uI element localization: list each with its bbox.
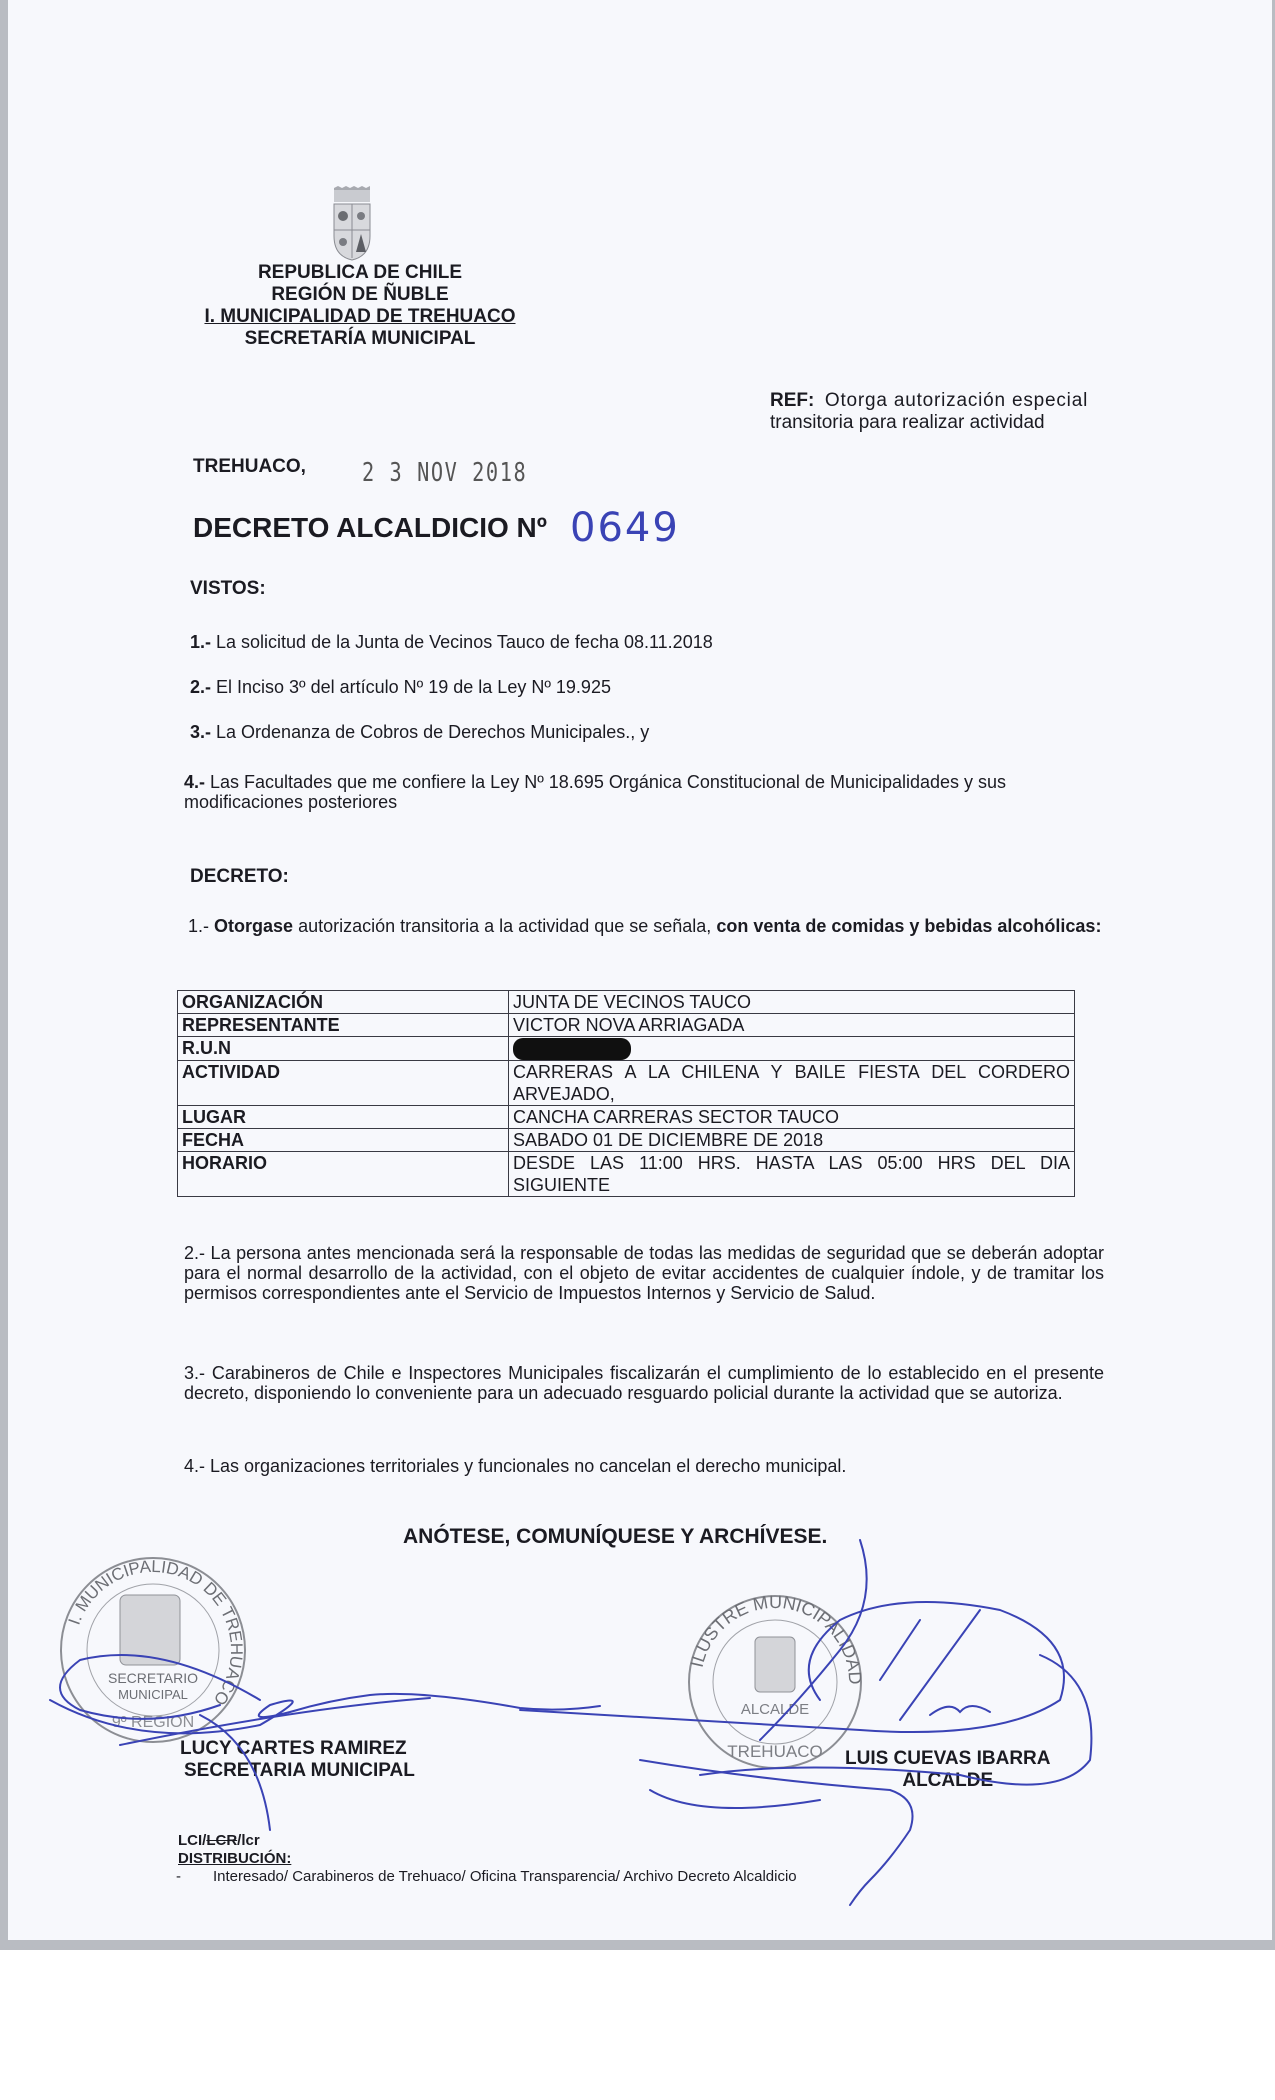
letterhead-department: SECRETARÍA MUNICIPAL <box>244 328 476 349</box>
table-key: REPRESENTANTE <box>178 1014 509 1037</box>
distribution-label: DISTRIBUCIÓN: <box>178 1850 292 1867</box>
vistos-item-text: Las Facultades que me confiere la Ley Nº 18.695 Orgánica Constitucional de Municipalidades y sus modificaciones posteriores <box>184 772 1007 812</box>
table-key: R.U.N <box>178 1037 509 1061</box>
decreto-item-2: 2.- La persona antes mencionada será la responsable de todas las medidas de seguridad que se deberán adoptar para el normal desarrollo de la actividad, con el objeto de evitar accidentes de cualquier índole, y de tramitar los permisos correspondientes ante el Servicio de Impuestos Internos y Servicio de Salud. <box>184 1243 1104 1303</box>
reference-block <box>770 390 1088 434</box>
vistos-item-text: La Ordenanza de Cobros de Derechos Municipales., y <box>211 722 650 742</box>
table-row <box>178 1129 1075 1152</box>
mayor-role: ALCALDE <box>902 1770 994 1791</box>
decreto-item-4: 4.- Las organizaciones territoriales y funcionales no cancelan el derecho municipal. <box>184 1456 847 1476</box>
vistos-item-4 <box>184 772 1104 812</box>
table-key: ACTIVIDAD <box>178 1061 509 1106</box>
table-row <box>178 1152 1075 1197</box>
stamp-center-text: ALCALDE <box>740 1701 810 1718</box>
initials-part: /lcr <box>237 1832 260 1849</box>
vistos-item-3 <box>190 722 649 743</box>
mayor-stamp <box>685 1592 865 1772</box>
table-row <box>178 1106 1075 1129</box>
redaction-mark <box>513 1038 631 1060</box>
table-value: VICTOR NOVA ARRIAGADA <box>509 1014 1075 1037</box>
municipal-crest-logo <box>330 186 374 262</box>
decreto-item-bold-tail: con venta de comidas y bebidas alcohólicas: <box>716 916 1102 936</box>
table-row <box>178 991 1075 1014</box>
vistos-item-text: El Inciso 3º del artículo Nº 19 de la Ley Nº 19.925 <box>211 677 611 697</box>
stamp-bottom-text: TREHUACO <box>727 1742 823 1761</box>
table-value: CARRERAS A LA CHILENA Y BAILE FIESTA DEL CORDERO ARVEJADO, <box>509 1061 1075 1106</box>
table-key: LUGAR <box>178 1106 509 1129</box>
decreto-item-1 <box>188 916 1103 936</box>
table-value: DESDE LAS 11:00 HRS. HASTA LAS 05:00 HRS DEL DIA SIGUIENTE <box>509 1152 1075 1197</box>
ref-text-line1: Otorga autorización especial <box>824 390 1089 411</box>
letterhead-municipality <box>150 306 570 328</box>
stamp-center-text-1: SECRETARIO <box>108 1670 198 1686</box>
vistos-item-number: 2.- <box>190 677 212 697</box>
distribution-list: Interesado/ Carabineros de Trehuaco/ Oficina Transparencia/ Archivo Decreto Alcaldicio <box>213 1868 797 1885</box>
closing-formula: ANÓTESE, COMUNÍQUESE Y ARCHÍVESE. <box>403 1525 828 1548</box>
decreto-item-3: 3.- Carabineros de Chile e Inspectores Municipales fiscalizarán el cumplimiento de lo establecido en el presente decreto, disponiendo lo conveniente para un adecuado resguardo policial durante la actividad que se autoriza. <box>184 1363 1104 1403</box>
stamp-ring-text: ILUSTRE MUNICIPALIDAD <box>686 1592 865 1685</box>
decreto-heading: DECRETO: <box>190 866 289 887</box>
decreto-item-text: autorización transitoria a la actividad que se señala, <box>293 916 717 936</box>
secretary-stamp <box>58 1555 248 1745</box>
distribution-bullet: - <box>176 1868 181 1885</box>
mayor-name: LUIS CUEVAS IBARRA <box>845 1748 1051 1769</box>
stamp-ring-text: I. MUNICIPALIDAD DE TREHUACO <box>64 1556 247 1709</box>
place-label: TREHUACO, <box>193 456 306 477</box>
decree-number-handwritten: 0649 <box>570 505 680 551</box>
secretary-role: SECRETARIA MUNICIPAL <box>184 1760 415 1781</box>
table-key: FECHA <box>178 1129 509 1152</box>
table-value-redacted <box>509 1037 1075 1061</box>
secretary-name: LUCY CARTES RAMIREZ <box>180 1738 407 1759</box>
initials-part: LCI/ <box>178 1832 207 1849</box>
letterhead <box>150 262 570 350</box>
secretary-signature-block <box>180 1738 415 1782</box>
vistos-item-2 <box>190 677 611 698</box>
table-key: ORGANIZACIÓN <box>178 991 509 1014</box>
table-key: HORARIO <box>178 1152 509 1197</box>
table-value: SABADO 01 DE DICIEMBRE DE 2018 <box>509 1129 1075 1152</box>
decreto-item-number: 1.- <box>188 916 210 936</box>
mayor-signature-block <box>845 1748 1051 1792</box>
table-row <box>178 1061 1075 1106</box>
table-value: CANCHA CARRERAS SECTOR TAUCO <box>509 1106 1075 1129</box>
vistos-item-number: 3.- <box>190 722 212 742</box>
activity-details-table <box>177 990 1075 1197</box>
vistos-item-number: 1.- <box>190 632 212 652</box>
stamp-center-text-2: MUNICIPAL <box>118 1687 188 1702</box>
table-row <box>178 1014 1075 1037</box>
vistos-heading: VISTOS: <box>190 578 266 599</box>
vistos-item-1 <box>190 632 713 653</box>
vistos-item-text: La solicitud de la Junta de Vecinos Tauco de fecha 08.11.2018 <box>211 632 713 652</box>
ref-text-line2: transitoria para realizar actividad <box>770 412 1045 433</box>
decreto-item-bold-verb: Otorgase <box>214 916 294 936</box>
letterhead-country: REPUBLICA DE CHILE <box>257 262 463 283</box>
table-value: JUNTA DE VECINOS TAUCO <box>509 991 1075 1014</box>
initials-struck: LCR <box>206 1832 238 1849</box>
decree-title: DECRETO ALCALDICIO Nº <box>193 512 548 543</box>
stamp-bottom-text: 9º REGION <box>111 1714 195 1731</box>
ref-label: REF: <box>770 390 815 411</box>
letterhead-municipality-text: I. MUNICIPALIDAD DE TREHUACO <box>204 306 516 327</box>
vistos-item-number: 4.- <box>184 772 206 792</box>
table-row <box>178 1037 1075 1061</box>
letterhead-region: REGIÓN DE ÑUBLE <box>271 284 449 305</box>
initials-reference <box>178 1832 260 1849</box>
date-stamp: 2 3 NOV 2018 <box>362 458 528 488</box>
